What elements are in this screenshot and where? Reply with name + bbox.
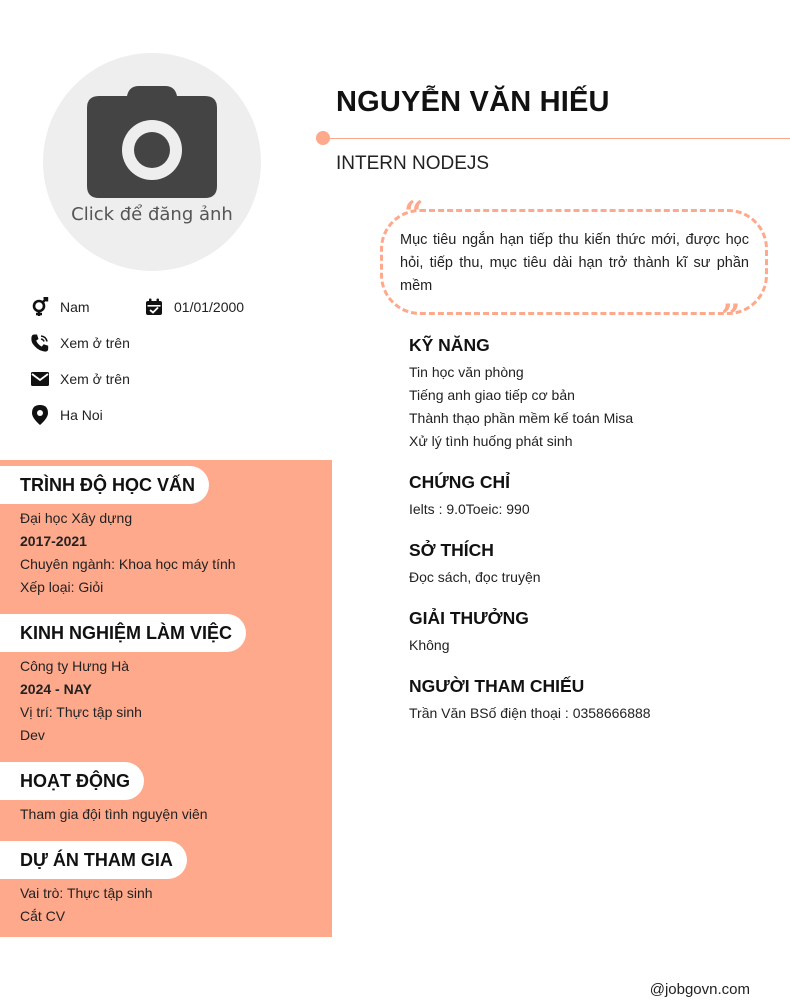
- phone-value: Xem ở trên: [60, 335, 130, 351]
- header-divider: [323, 138, 790, 139]
- footer-watermark: @jobgovn.com: [649, 981, 750, 998]
- job-title: INTERN NODEJS: [336, 153, 490, 174]
- candidate-name: NGUYỄN VĂN HIẾU: [336, 86, 610, 118]
- hobbies-text: Đọc sách, đọc truyện: [409, 569, 541, 585]
- close-quote-icon: ”: [721, 297, 741, 337]
- address-value: Ha Noi: [60, 407, 103, 423]
- projects-name: Cắt CV: [20, 908, 66, 924]
- education-major: Chuyên ngành: Khoa học máy tính: [20, 556, 236, 572]
- projects-heading: DỰ ÁN THAM GIA: [0, 841, 187, 879]
- email-icon: [30, 369, 50, 389]
- gender-value: Nam: [60, 299, 90, 315]
- birthday-value: 01/01/2000: [174, 299, 245, 315]
- contact-email: [30, 369, 130, 389]
- education-grade: Xếp loại: Giỏi: [20, 579, 104, 595]
- email-value: Xem ở trên: [60, 371, 130, 387]
- skill-item: Thành thạo phần mềm kế toán Misa: [409, 410, 634, 426]
- projects-role: Vai trò: Thực tập sinh: [20, 885, 153, 901]
- gender-icon: [30, 297, 50, 317]
- experience-company: Công ty Hưng Hà: [20, 658, 129, 674]
- references-heading: NGƯỜI THAM CHIẾU: [409, 676, 585, 696]
- objective-box: [380, 209, 768, 315]
- profile-photo-upload[interactable]: [43, 53, 261, 271]
- contact-gender: [30, 297, 90, 317]
- education-heading: TRÌNH ĐỘ HỌC VẤN: [0, 466, 209, 504]
- education-period: 2017-2021: [20, 533, 87, 549]
- calendar-icon: [144, 297, 164, 317]
- camera-icon: [87, 86, 217, 198]
- phone-icon: [30, 333, 50, 353]
- hobbies-heading: SỞ THÍCH: [409, 540, 494, 560]
- photo-upload-label: Click để đăng ảnh: [71, 204, 233, 225]
- skills-heading: KỸ NĂNG: [409, 335, 490, 355]
- contact-birthday: [144, 297, 244, 317]
- awards-heading: GIẢI THƯỞNG: [409, 608, 529, 628]
- experience-heading: KINH NGHIỆM LÀM VIỆC: [0, 614, 246, 652]
- contact-address: [30, 405, 103, 425]
- activities-heading: HOẠT ĐỘNG: [0, 762, 144, 800]
- certificates-text: Ielts : 9.0Toeic: 990: [409, 501, 530, 517]
- header-divider-dot: [316, 131, 330, 145]
- references-text: Trần Văn BSố điện thoại : 0358666888: [409, 705, 651, 721]
- awards-text: Không: [409, 637, 450, 653]
- education-school: Đại học Xây dựng: [20, 510, 133, 526]
- skill-item: Tiếng anh giao tiếp cơ bản: [409, 387, 575, 403]
- experience-position: Vị trí: Thực tập sinh: [20, 704, 142, 720]
- skill-item: Tin học văn phòng: [409, 364, 524, 380]
- skill-item: Xử lý tình huống phát sinh: [409, 433, 573, 449]
- objective-text: Mục tiêu ngắn hạn tiếp thu kiến thức mới, được học hỏi, tiếp thu, mục tiêu dài hạn trở thành kĩ sư phần mềm: [400, 232, 749, 294]
- location-pin-icon: [30, 405, 50, 425]
- contact-phone: [30, 333, 130, 353]
- activities-item: Tham gia đội tình nguyện viên: [20, 806, 208, 822]
- experience-period: 2024 - NAY: [20, 681, 92, 697]
- certificates-heading: CHỨNG CHỈ: [409, 472, 511, 492]
- experience-detail: Dev: [20, 727, 45, 743]
- open-quote-icon: “: [404, 194, 424, 234]
- left-panel: [0, 460, 332, 937]
